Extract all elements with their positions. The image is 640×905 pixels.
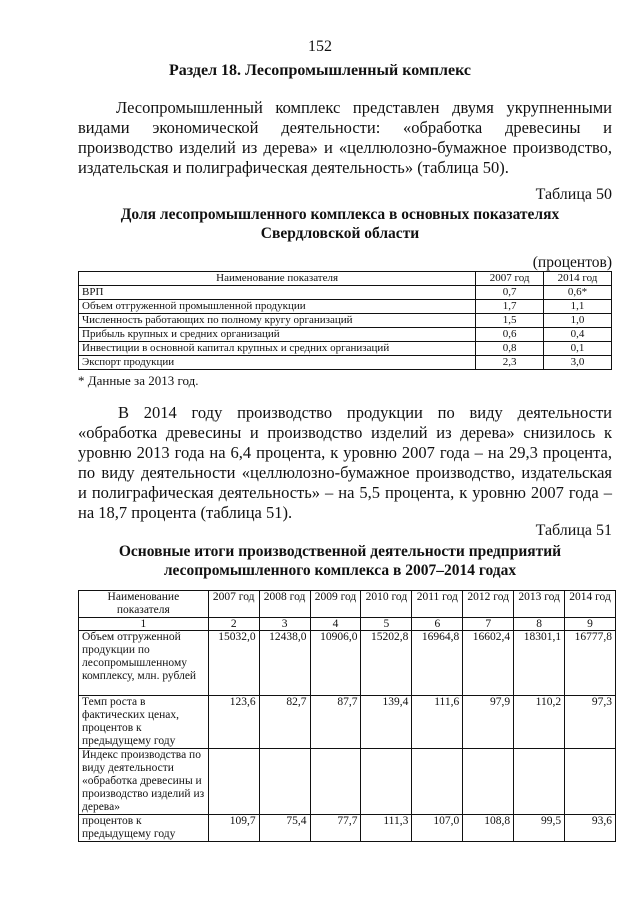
index-cell: 7: [463, 618, 514, 631]
value-cell: 123,6: [208, 696, 259, 749]
header-cell: 2009 год: [310, 591, 361, 618]
index-cell: 4: [310, 618, 361, 631]
value-cell: [259, 749, 310, 815]
table-row: [79, 342, 612, 356]
value-cell: 15032,0: [208, 631, 259, 696]
value-cell: 99,5: [514, 815, 565, 842]
header-cell: Наименование показателя: [79, 272, 476, 286]
value-cell: [565, 749, 616, 815]
header-cell: 2010 год: [361, 591, 412, 618]
table-header-row: [79, 272, 612, 286]
value-cell: 16777,8: [565, 631, 616, 696]
value-cell: [514, 749, 565, 815]
table-row: [79, 356, 612, 370]
value-2007: 2,3: [476, 356, 544, 370]
value-2014: 1,0: [544, 314, 612, 328]
row-label: Инвестиции в основной капитал крупных и средних организаций: [79, 342, 476, 356]
value-2007: 0,7: [476, 286, 544, 300]
table-50: [78, 271, 612, 370]
row-label: Индекс производства по виду деятельности «обработка древесины и производство изделий из дерева»: [79, 749, 209, 815]
value-cell: 111,3: [361, 815, 412, 842]
value-2014: 3,0: [544, 356, 612, 370]
value-2014: 1,1: [544, 300, 612, 314]
value-cell: 82,7: [259, 696, 310, 749]
value-cell: 109,7: [208, 815, 259, 842]
column-index-row: [79, 618, 616, 631]
index-cell: 9: [565, 618, 616, 631]
value-cell: 15202,8: [361, 631, 412, 696]
value-cell: 12438,0: [259, 631, 310, 696]
value-2007: 1,7: [476, 300, 544, 314]
header-cell: 2013 год: [514, 591, 565, 618]
table-row: [79, 696, 616, 749]
row-label: Объем отгруженной промышленной продукции: [79, 300, 476, 314]
table-51-title: Основные итоги производственной деятельности предприятий лесопромышленного комплекса в 2007–2014 годах: [118, 543, 562, 579]
row-label: Прибыль крупных и средних организаций: [79, 328, 476, 342]
row-label: Экспорт продукции: [79, 356, 476, 370]
value-cell: 77,7: [310, 815, 361, 842]
table-row: [79, 749, 616, 815]
value-cell: 107,0: [412, 815, 463, 842]
value-cell: [310, 749, 361, 815]
table-50-title: Доля лесопромышленного комплекса в основных показателях Свердловской области: [120, 206, 560, 242]
table-51-number: Таблица 51: [535, 522, 612, 539]
table-50-footnote: * Данные за 2013 год.: [78, 373, 199, 388]
value-cell: 110,2: [514, 696, 565, 749]
row-label: ВРП: [79, 286, 476, 300]
table-row: [79, 300, 612, 314]
value-cell: [463, 749, 514, 815]
row-label: Численность работающих по полному кругу организаций: [79, 314, 476, 328]
page-number: 152: [308, 38, 332, 55]
value-2014: 0,1: [544, 342, 612, 356]
value-cell: 97,3: [565, 696, 616, 749]
value-cell: 75,4: [259, 815, 310, 842]
value-cell: 10906,0: [310, 631, 361, 696]
value-cell: [208, 749, 259, 815]
value-cell: 139,4: [361, 696, 412, 749]
table-row: [79, 286, 612, 300]
header-cell: Наименование показателя: [79, 591, 209, 618]
header-cell: 2008 год: [259, 591, 310, 618]
value-2007: 1,5: [476, 314, 544, 328]
index-cell: 3: [259, 618, 310, 631]
index-cell: 6: [412, 618, 463, 631]
value-cell: 93,6: [565, 815, 616, 842]
paragraph-2: В 2014 году производство продукции по виду деятельности «обработка древесины и производство изделий из дерева» снизилось к уровню 2013 года на 6,4 процента, к уровню 2007 года – на 29,3 процента, по виду деятельности «целлюлозно-бумажное производство, издательская и полиграфическая деятельность» – на 5,5 процента, к уровню 2007 года – на 18,7 процента (таблица 51).: [78, 403, 612, 522]
header-cell: 2011 год: [412, 591, 463, 618]
value-cell: 97,9: [463, 696, 514, 749]
index-cell: 8: [514, 618, 565, 631]
value-cell: 18301,1: [514, 631, 565, 696]
row-label: Темп роста в фактических ценах, процентов к предыдущему году: [79, 696, 209, 749]
table-50-units: (процентов): [532, 254, 612, 271]
table-header-row: [79, 591, 616, 618]
header-cell: 2014 год: [544, 272, 612, 286]
index-cell: 1: [79, 618, 209, 631]
header-cell: 2007 год: [476, 272, 544, 286]
value-2014: 0,6*: [544, 286, 612, 300]
table-row: [79, 815, 616, 842]
value-2007: 0,8: [476, 342, 544, 356]
table-row: [79, 328, 612, 342]
intro-paragraph: Лесопромышленный комплекс представлен двумя укрупненными видами экономической деятельности: «обработка древесины и производство изделий из дерева» и «целлюлозно-бумажное производство, издательская и полиграфическая деятельность» (таблица 50).: [78, 98, 612, 177]
value-cell: 111,6: [412, 696, 463, 749]
row-label: Объем отгруженной продукции по лесопромышленному комплексу, млн. рублей: [79, 631, 209, 696]
value-cell: 16602,4: [463, 631, 514, 696]
index-cell: 2: [208, 618, 259, 631]
value-cell: 108,8: [463, 815, 514, 842]
header-cell: 2014 год: [565, 591, 616, 618]
row-label: процентов к предыдущему году: [79, 815, 209, 842]
table-row: [79, 631, 616, 696]
header-cell: 2007 год: [208, 591, 259, 618]
value-cell: 16964,8: [412, 631, 463, 696]
value-cell: 87,7: [310, 696, 361, 749]
value-2007: 0,6: [476, 328, 544, 342]
value-2014: 0,4: [544, 328, 612, 342]
value-cell: [361, 749, 412, 815]
value-cell: [412, 749, 463, 815]
table-row: [79, 314, 612, 328]
section-title: Раздел 18. Лесопромышленный комплекс: [168, 62, 472, 79]
table-50-number: Таблица 50: [535, 186, 612, 203]
header-cell: 2012 год: [463, 591, 514, 618]
index-cell: 5: [361, 618, 412, 631]
table-51: [78, 590, 616, 842]
